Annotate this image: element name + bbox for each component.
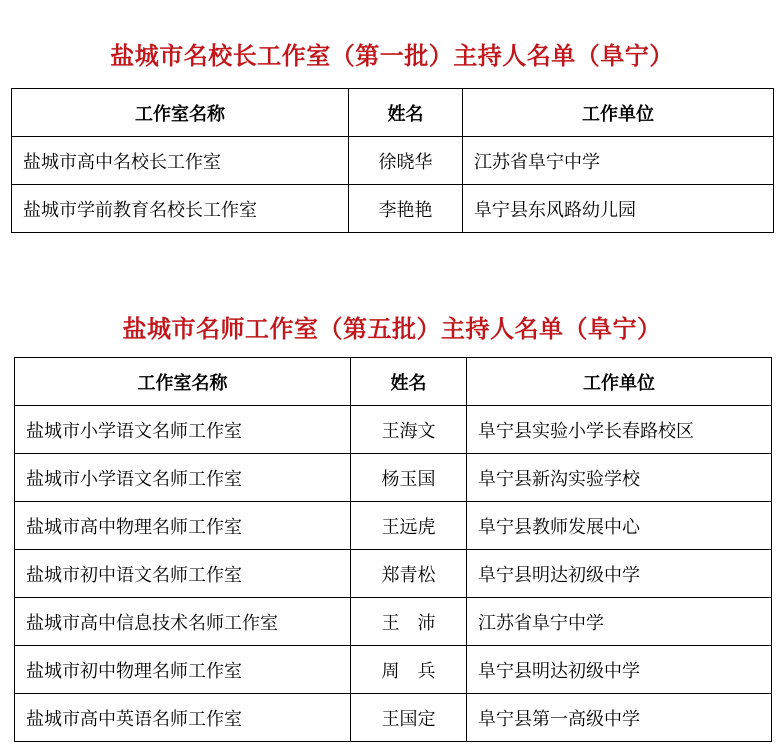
header-host-name: 姓名 (351, 358, 467, 406)
studio-name-cell: 盐城市高中英语名师工作室 (15, 694, 351, 742)
studio-name-cell: 盐城市高中物理名师工作室 (15, 502, 351, 550)
host-name-cell: 郑青松 (351, 550, 467, 598)
work-unit-cell: 阜宁县明达初级中学 (467, 550, 772, 598)
teacher-studio-table (14, 357, 772, 742)
host-name-cell: 王海文 (351, 406, 467, 454)
teacher-studio-title: 盐城市名师工作室（第五批）主持人名单（阜宁） (122, 314, 662, 343)
work-unit-cell: 江苏省阜宁中学 (463, 137, 774, 185)
table-header-row (15, 358, 772, 406)
header-work-unit: 工作单位 (467, 358, 772, 406)
host-name-cell: 周 兵 (351, 646, 467, 694)
work-unit-cell: 阜宁县第一高级中学 (467, 694, 772, 742)
table-row (15, 502, 772, 550)
work-unit-cell: 江苏省阜宁中学 (467, 598, 772, 646)
studio-name-cell: 盐城市学前教育名校长工作室 (12, 185, 349, 233)
table-header-row (12, 89, 774, 137)
principal-studio-table (11, 88, 774, 233)
studio-name-cell: 盐城市高中名校长工作室 (12, 137, 349, 185)
studio-name-cell: 盐城市高中信息技术名师工作室 (15, 598, 351, 646)
studio-name-cell: 盐城市小学语文名师工作室 (15, 406, 351, 454)
table-row (12, 185, 774, 233)
table-row (15, 646, 772, 694)
table-row (15, 694, 772, 742)
studio-name-cell: 盐城市初中语文名师工作室 (15, 550, 351, 598)
table-row (15, 406, 772, 454)
header-work-unit: 工作单位 (463, 89, 774, 137)
header-studio-name: 工作室名称 (15, 358, 351, 406)
host-name-cell: 李艳艳 (349, 185, 463, 233)
work-unit-cell: 阜宁县实验小学长春路校区 (467, 406, 772, 454)
work-unit-cell: 阜宁县东风路幼儿园 (463, 185, 774, 233)
work-unit-cell: 阜宁县教师发展中心 (467, 502, 772, 550)
host-name-cell: 王远虎 (351, 502, 467, 550)
host-name-cell: 徐晓华 (349, 137, 463, 185)
table-row (15, 598, 772, 646)
studio-name-cell: 盐城市初中物理名师工作室 (15, 646, 351, 694)
table-row (15, 550, 772, 598)
work-unit-cell: 阜宁县明达初级中学 (467, 646, 772, 694)
work-unit-cell: 阜宁县新沟实验学校 (467, 454, 772, 502)
host-name-cell: 杨玉国 (351, 454, 467, 502)
studio-name-cell: 盐城市小学语文名师工作室 (15, 454, 351, 502)
host-name-cell: 王 沛 (351, 598, 467, 646)
table-row (15, 454, 772, 502)
table-row (12, 137, 774, 185)
header-studio-name: 工作室名称 (12, 89, 349, 137)
host-name-cell: 王国定 (351, 694, 467, 742)
principal-studio-title: 盐城市名校长工作室（第一批）主持人名单（阜宁） (110, 41, 674, 70)
header-host-name: 姓名 (349, 89, 463, 137)
